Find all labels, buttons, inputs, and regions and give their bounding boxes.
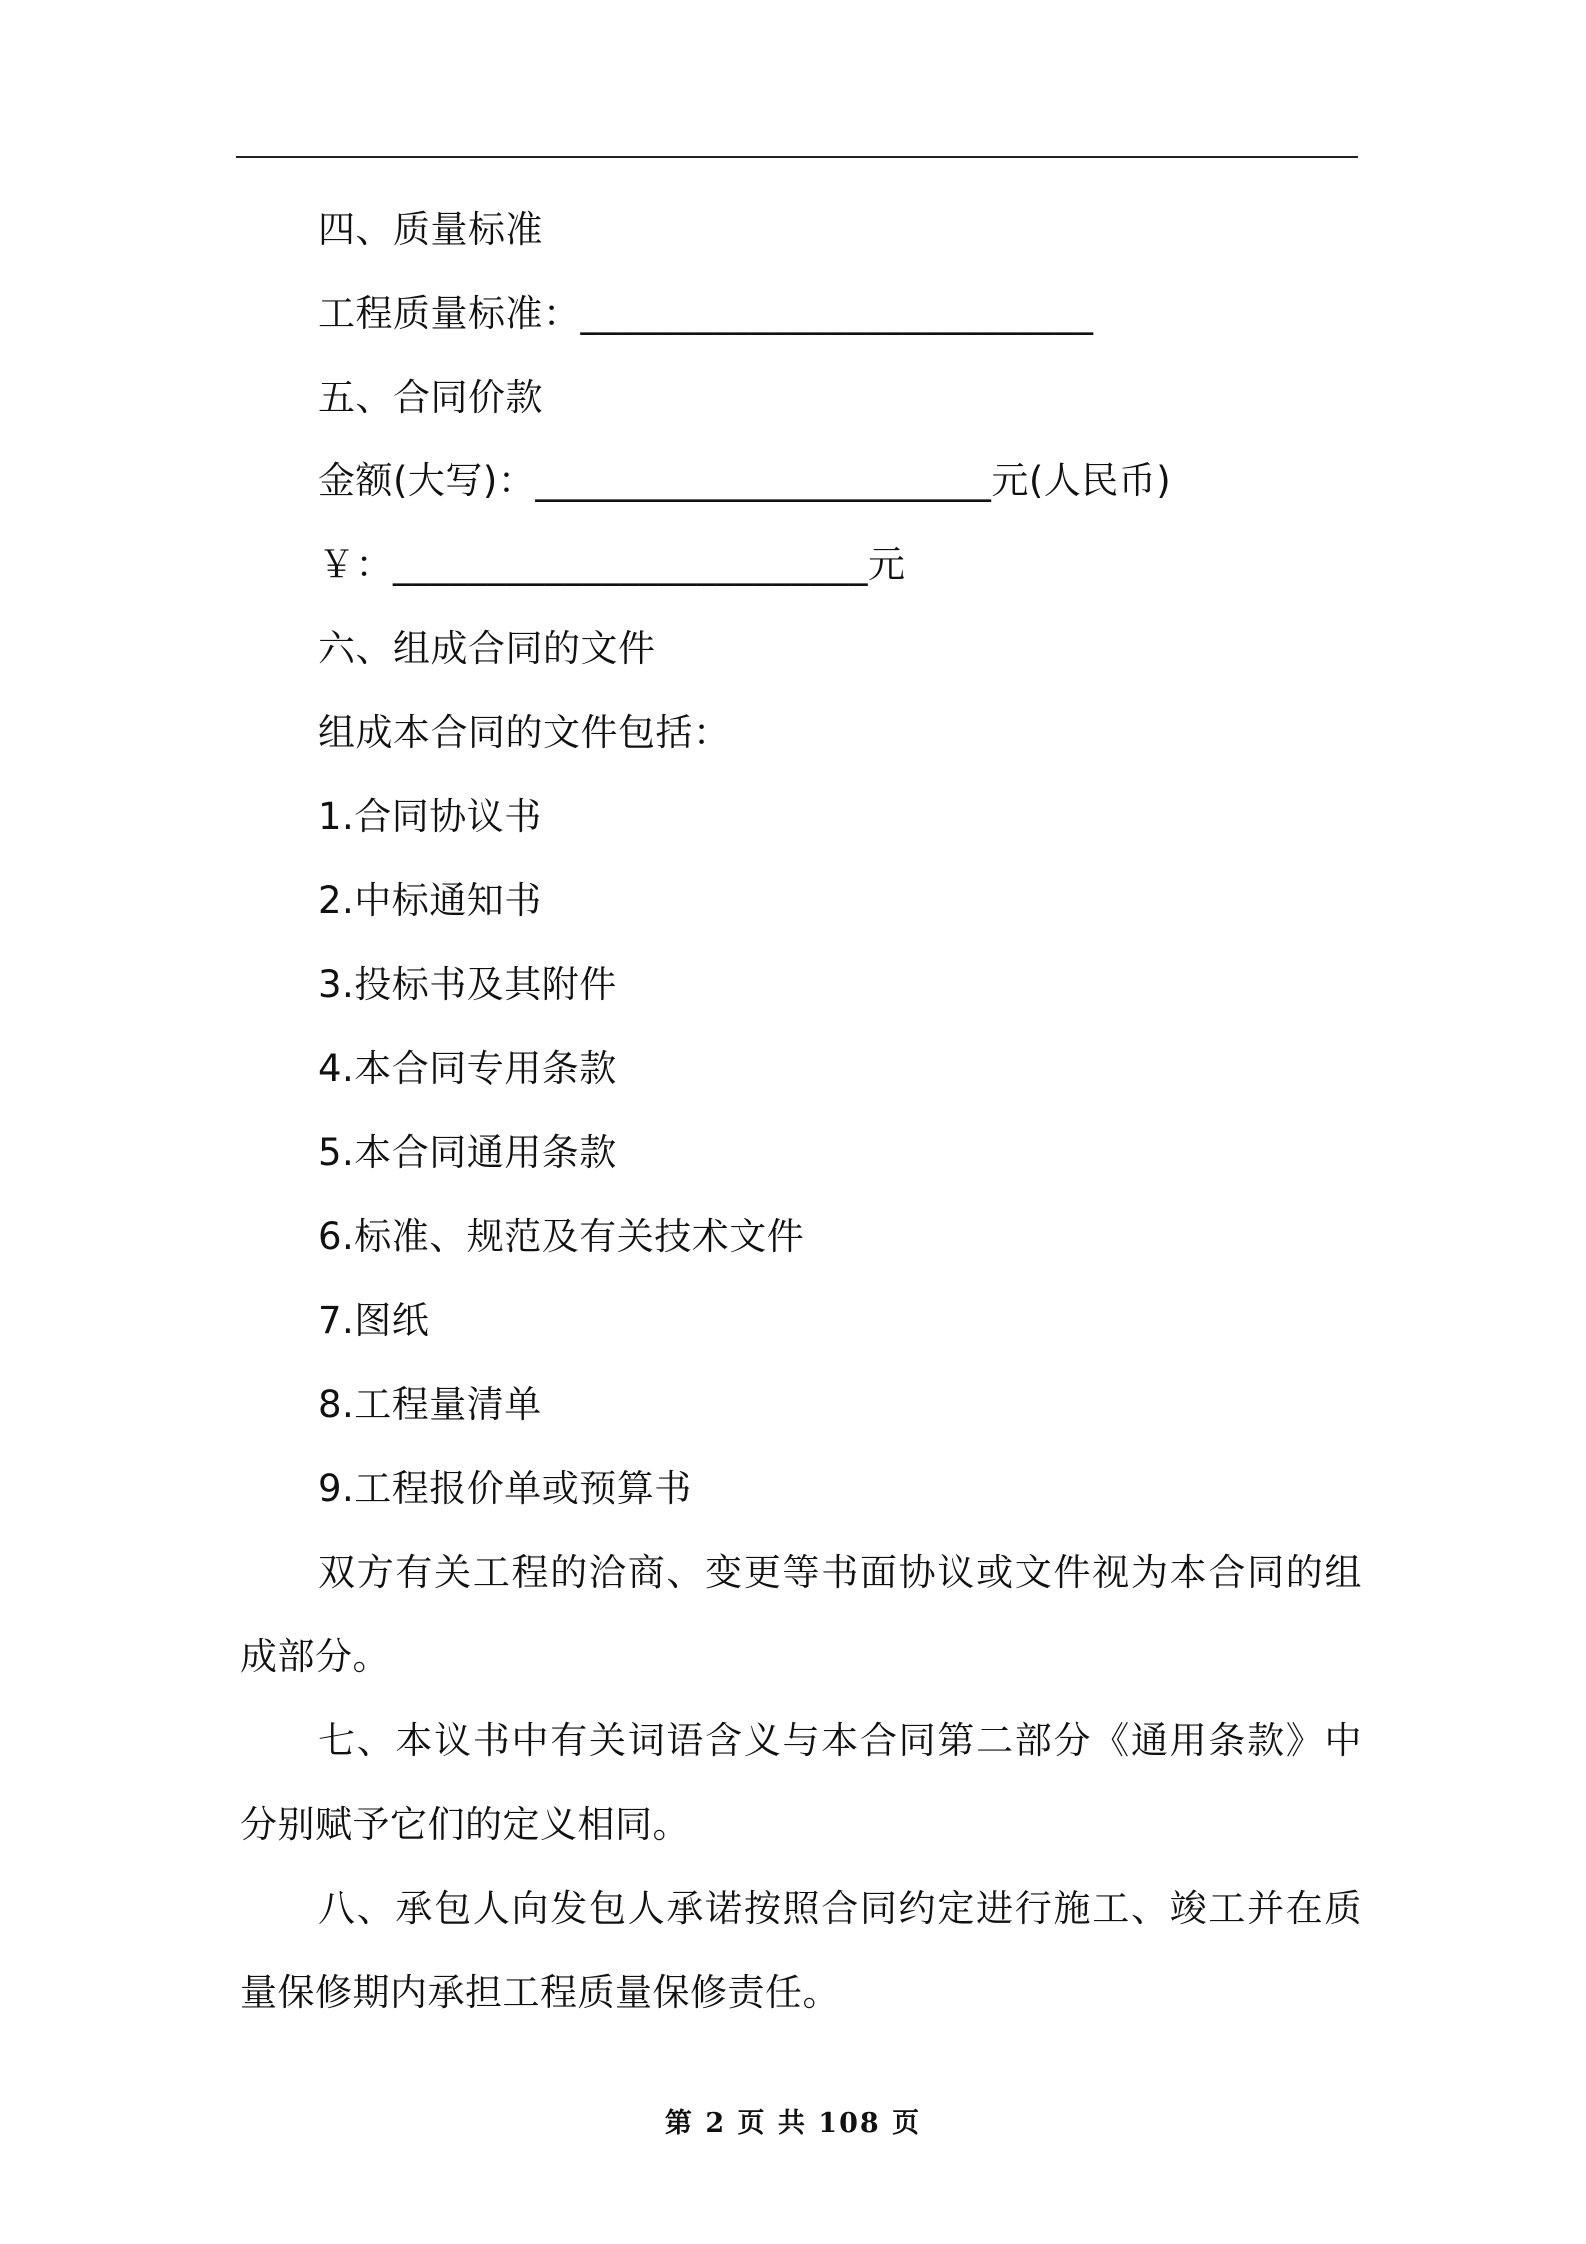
paragraph-warranty: 八、承包人向发包人承诺按照合同约定进行施工、竣工并在质量保修期内承担工程质量保修责任。 <box>240 1887 1362 2014</box>
list-item: 5.本合同通用条款 <box>318 1131 617 1174</box>
quality-standard-field: 工程质量标准：___________________________ <box>318 292 1094 335</box>
documents-intro: 组成本合同的文件包括： <box>318 711 731 754</box>
list-item: 8.工程量清单 <box>318 1383 542 1426</box>
list-item: 9.工程报价单或预算书 <box>318 1467 692 1510</box>
list-item: 2.中标通知书 <box>318 879 542 922</box>
amount-figure-field: ￥：_________________________元 <box>318 543 906 586</box>
list-item: 3.投标书及其附件 <box>318 963 617 1006</box>
amount-words-field: 金额(大写)：________________________元(人民币) <box>318 459 1172 502</box>
page-number-footer: 第 2 页 共 108 页 <box>664 2108 922 2139</box>
section-heading-price: 五、合同价款 <box>318 376 543 419</box>
section-heading-documents: 六、组成合同的文件 <box>318 627 656 670</box>
list-item: 1.合同协议书 <box>318 795 542 838</box>
list-item: 4.本合同专用条款 <box>318 1047 617 1090</box>
paragraph-definitions: 七、本议书中有关词语含义与本合同第二部分《通用条款》中分别赋予它们的定义相同。 <box>240 1719 1362 1846</box>
list-item: 6.标准、规范及有关技术文件 <box>318 1215 805 1258</box>
header-rule <box>236 156 1358 158</box>
paragraph-negotiation: 双方有关工程的洽商、变更等书面协议或文件视为本合同的组成部分。 <box>240 1551 1362 1678</box>
section-heading-quality: 四、质量标准 <box>318 208 543 251</box>
list-item: 7.图纸 <box>318 1299 430 1342</box>
